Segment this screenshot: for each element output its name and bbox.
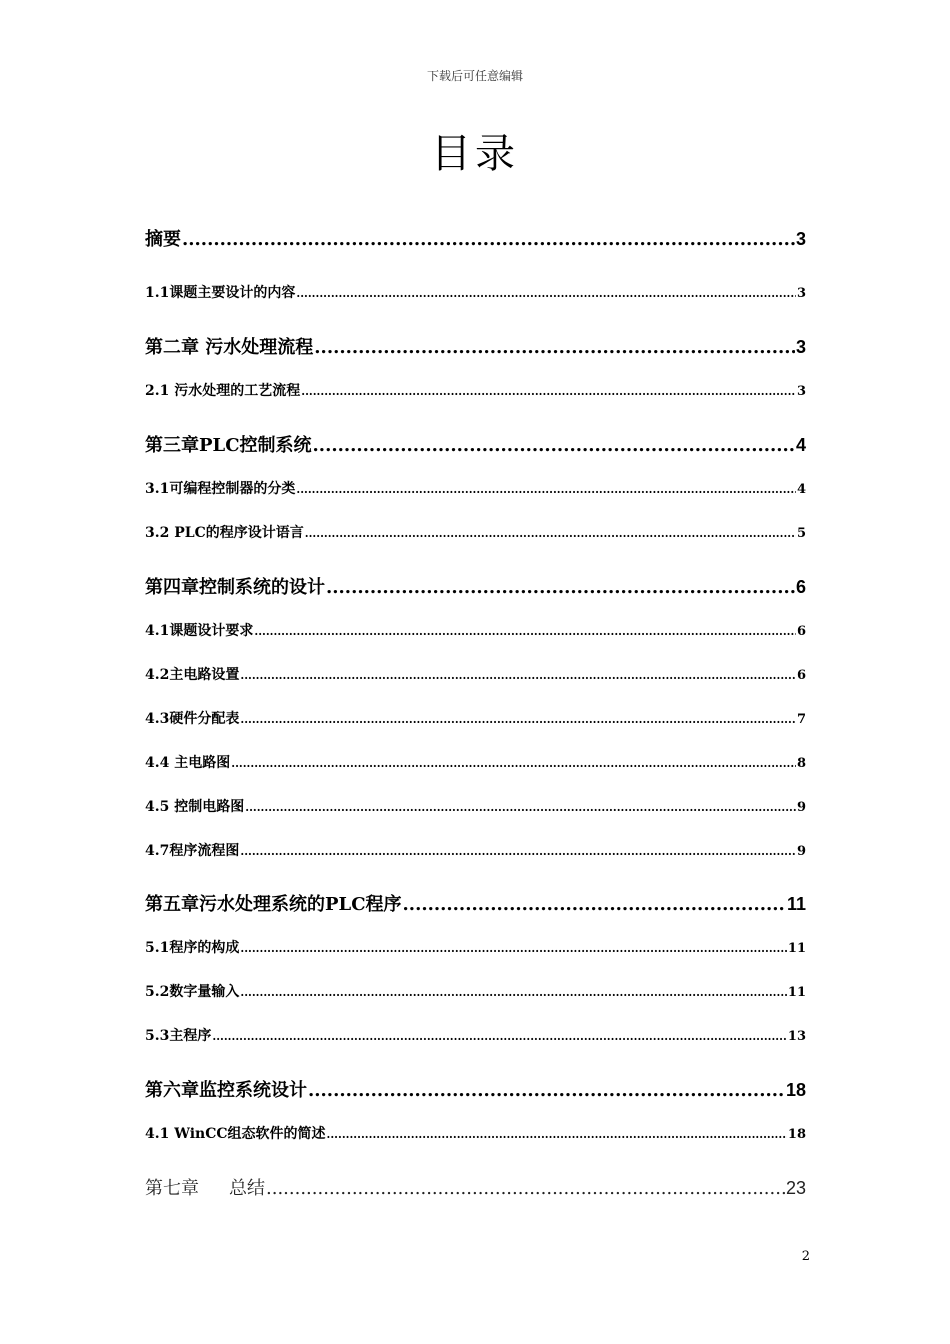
toc-entry-page: 3 [795, 337, 806, 357]
toc-entry-page: 11 [787, 941, 806, 956]
toc-entry-page: 7 [796, 712, 806, 727]
toc-entry-label: 第三章PLC控制系统 [145, 435, 312, 456]
toc-leader [245, 801, 796, 814]
toc-leader [240, 669, 796, 682]
toc-entry-label: 第六章监控系统设计 [145, 1080, 307, 1101]
toc-entry-label [145, 1174, 265, 1200]
toc-leader [314, 337, 795, 358]
toc-entry-page: 4 [795, 435, 806, 455]
toc-entry-page: 6 [796, 668, 806, 683]
toc-entry-label: 4.3硬件分配表 [145, 711, 240, 727]
toc-entry-chapter-6[interactable] [145, 1076, 806, 1102]
toc-entry-label: 第五章污水处理系统的PLC程序 [145, 894, 402, 915]
toc-entry-chapter-title: 总结 [229, 1178, 265, 1199]
toc-leader [403, 894, 786, 915]
toc-entry-page: 13 [787, 1029, 806, 1044]
toc-entry-page: 18 [785, 1080, 806, 1100]
toc-entry-4-7[interactable] [145, 840, 806, 860]
toc-entry-label: 3.1可编程控制器的分类 [145, 481, 296, 497]
toc-leader [296, 483, 796, 496]
header-note: 下载后可任意编辑 [426, 69, 523, 83]
toc-entry-4-5[interactable] [145, 796, 806, 816]
toc-leader [313, 435, 795, 456]
toc-entry-chapter-5[interactable] [145, 890, 806, 916]
toc-entry-label: 4.7程序流程图 [145, 843, 240, 859]
toc-entry-4-2[interactable] [145, 664, 806, 684]
toc-entry-label: 5.3主程序 [145, 1028, 212, 1044]
toc-entry-label: 摘要 [145, 229, 181, 250]
toc-leader [240, 986, 787, 999]
toc-entry-label: 第四章控制系统的设计 [145, 577, 325, 598]
toc-entry-4-3[interactable] [145, 708, 806, 728]
toc-entry-chapter-7[interactable] [145, 1174, 806, 1200]
page-title: 目录 [431, 131, 519, 177]
toc-entry-5-2[interactable] [145, 981, 806, 1001]
toc-entry-1-1[interactable] [145, 282, 806, 302]
toc-entry-5-1[interactable] [145, 937, 806, 957]
toc-entry-2-1[interactable] [145, 380, 806, 400]
toc-leader [266, 1178, 785, 1199]
toc-entry-3-2[interactable] [145, 522, 806, 542]
toc-entry-chapter-number: 第七章 [145, 1178, 199, 1199]
toc-leader [231, 757, 796, 770]
toc-entry-page: 3 [796, 286, 806, 301]
toc-entry-chapter-4[interactable] [145, 573, 806, 599]
page-number: 2 [801, 1249, 810, 1264]
toc-entry-page: 23 [785, 1178, 806, 1198]
toc-entry-abstract[interactable] [145, 225, 806, 251]
toc-entry-page: 6 [795, 577, 806, 597]
toc-entry-page: 11 [786, 894, 806, 914]
toc-leader [305, 527, 796, 540]
toc-entry-label: 5.2数字量输入 [145, 984, 240, 1000]
toc-entry-label: 4.4 主电路图 [145, 755, 231, 771]
toc-entry-chapter-2[interactable] [145, 333, 806, 359]
toc-entry-page: 4 [796, 482, 806, 497]
toc-entry-page: 18 [787, 1127, 806, 1142]
toc-entry-label: 5.1程序的构成 [145, 940, 240, 956]
toc-entry-label: 4.5 控制电路图 [145, 799, 245, 815]
toc-entry-label: 4.1 WinCC组态软件的简述 [145, 1126, 326, 1142]
toc-leader [327, 1128, 787, 1141]
toc-entry-4-1[interactable] [145, 620, 806, 640]
toc-entry-page: 9 [796, 844, 806, 859]
toc-entry-page: 8 [796, 756, 806, 771]
toc-entry-6-1[interactable] [145, 1123, 806, 1143]
toc-entry-5-3[interactable] [145, 1025, 806, 1045]
toc-leader [301, 385, 796, 398]
toc-entry-4-4[interactable] [145, 752, 806, 772]
toc-leader [240, 713, 796, 726]
toc-entry-label: 3.2 PLC的程序设计语言 [145, 525, 304, 541]
toc-entry-chapter-3[interactable] [145, 431, 806, 457]
toc-leader [240, 845, 796, 858]
toc-entry-page: 3 [796, 384, 806, 399]
toc-entry-page: 9 [796, 800, 806, 815]
toc-leader [182, 229, 795, 250]
toc-entry-page: 6 [796, 624, 806, 639]
toc-entry-label: 第二章 污水处理流程 [145, 337, 314, 358]
toc-entry-3-1[interactable] [145, 478, 806, 498]
toc-entry-label: 4.2主电路设置 [145, 667, 240, 683]
toc-entry-page: 3 [795, 229, 806, 249]
toc-leader [254, 625, 796, 638]
toc-entry-page: 5 [796, 526, 806, 541]
toc-entry-label: 4.1课题设计要求 [145, 623, 254, 639]
toc-entry-label: 1.1课题主要设计的内容 [145, 285, 296, 301]
toc-leader [326, 577, 795, 598]
toc-leader [296, 287, 796, 300]
toc-entry-page: 11 [787, 985, 806, 1000]
toc-leader [240, 942, 787, 955]
toc-leader [308, 1080, 785, 1101]
toc-leader [212, 1030, 787, 1043]
toc-entry-label: 2.1 污水处理的工艺流程 [145, 383, 301, 399]
